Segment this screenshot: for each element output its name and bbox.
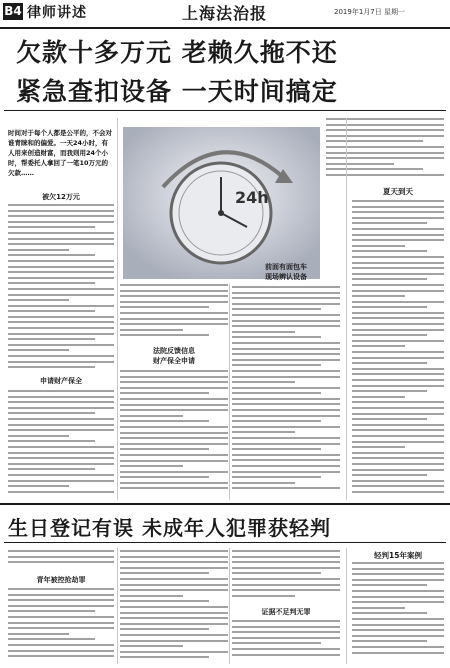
clock-label: 24h xyxy=(235,188,269,207)
text-line xyxy=(120,312,228,314)
text-line xyxy=(232,420,321,422)
text-line xyxy=(352,429,444,431)
column-divider xyxy=(346,118,347,500)
text-line xyxy=(232,642,321,644)
story1-column-3 xyxy=(232,286,340,498)
text-line xyxy=(352,206,444,208)
text-line xyxy=(352,629,444,631)
text-line xyxy=(8,390,114,392)
text-line xyxy=(352,329,444,331)
text-line xyxy=(352,262,444,264)
text-line xyxy=(232,415,340,417)
text-line xyxy=(120,381,228,383)
text-line xyxy=(352,200,444,202)
text-line xyxy=(120,448,209,450)
text-line xyxy=(232,584,340,586)
text-line xyxy=(8,655,114,657)
text-line xyxy=(120,415,183,417)
text-line xyxy=(8,226,95,228)
text-line xyxy=(8,418,114,420)
masthead-rule xyxy=(0,27,450,29)
text-line xyxy=(352,351,444,353)
text-line xyxy=(120,606,228,608)
text-line xyxy=(352,295,405,297)
text-line xyxy=(232,364,321,366)
text-line xyxy=(352,396,405,398)
story2-sidebar-title: 轻判15年案例 xyxy=(374,551,422,560)
text-line xyxy=(326,174,444,176)
text-line xyxy=(120,600,209,602)
text-line xyxy=(120,595,183,597)
text-line xyxy=(232,578,340,580)
text-line xyxy=(8,282,95,284)
section-title: 律师讲述 xyxy=(27,5,87,21)
text-line xyxy=(8,396,114,398)
text-line xyxy=(8,243,114,245)
text-line xyxy=(120,645,183,647)
text-line xyxy=(120,656,209,658)
text-line xyxy=(352,441,444,443)
text-line xyxy=(352,418,427,420)
story1-photo xyxy=(123,127,320,279)
text-line xyxy=(352,618,444,620)
story1-column-2b xyxy=(120,370,228,498)
text-line xyxy=(120,387,228,389)
text-line xyxy=(8,452,114,454)
text-line xyxy=(8,333,114,335)
text-line xyxy=(232,387,340,389)
text-line xyxy=(352,573,444,575)
text-line xyxy=(232,550,340,552)
text-line xyxy=(352,562,444,564)
story1-column-1b xyxy=(8,390,114,498)
text-line xyxy=(232,398,340,400)
text-line xyxy=(352,452,444,454)
text-line xyxy=(326,152,444,154)
text-line xyxy=(120,584,228,586)
text-line xyxy=(326,157,444,159)
text-line xyxy=(352,239,444,241)
text-line xyxy=(232,342,340,344)
text-line xyxy=(120,323,228,325)
text-line xyxy=(326,140,423,142)
text-line xyxy=(8,550,114,552)
text-line xyxy=(8,435,69,437)
text-line xyxy=(232,595,295,597)
story1-column-4-top xyxy=(326,118,444,180)
text-line xyxy=(352,401,444,403)
text-line xyxy=(232,426,340,428)
text-line xyxy=(232,381,295,383)
text-line xyxy=(8,644,114,646)
text-line xyxy=(8,327,114,329)
story2-headline-rule xyxy=(4,542,446,543)
text-line xyxy=(352,211,444,213)
text-line xyxy=(120,460,228,462)
story2-column-3-top xyxy=(232,550,340,604)
text-line xyxy=(232,303,340,305)
text-line xyxy=(8,366,95,368)
text-line xyxy=(352,635,444,637)
text-line xyxy=(352,607,405,609)
text-line xyxy=(8,556,114,558)
text-line xyxy=(8,305,114,307)
text-line xyxy=(8,407,114,409)
text-line xyxy=(8,638,95,640)
text-line xyxy=(120,420,209,422)
text-line xyxy=(8,355,114,357)
text-line xyxy=(8,221,114,223)
text-line xyxy=(352,485,444,487)
text-line xyxy=(8,474,114,476)
story1-subhead-6: 现场辨认设备 xyxy=(265,273,307,281)
text-line xyxy=(232,409,340,411)
text-line xyxy=(352,373,444,375)
text-line xyxy=(120,404,228,406)
text-line xyxy=(232,471,340,473)
text-line xyxy=(8,338,95,340)
text-line xyxy=(352,334,427,336)
text-line xyxy=(8,299,69,301)
text-line xyxy=(232,487,340,489)
text-line xyxy=(352,368,444,370)
text-line xyxy=(8,622,114,624)
text-line xyxy=(326,118,444,120)
text-line xyxy=(232,482,295,484)
text-line xyxy=(120,640,228,642)
text-line xyxy=(120,437,228,439)
text-line xyxy=(352,273,444,275)
story2-column-3 xyxy=(232,620,340,662)
text-line xyxy=(352,379,444,381)
text-line xyxy=(8,316,114,318)
text-line xyxy=(352,652,444,654)
text-line xyxy=(120,370,228,372)
story1-headline-rule xyxy=(4,110,446,111)
text-line xyxy=(120,334,209,336)
text-line xyxy=(352,469,444,471)
text-line xyxy=(232,392,321,394)
text-line xyxy=(8,610,95,612)
text-line xyxy=(232,353,340,355)
story1-headline-line2: 紧急查扣设备 一天时间搞定 xyxy=(16,77,338,106)
text-line xyxy=(8,463,114,465)
page-number: B4 xyxy=(4,4,22,18)
column-divider xyxy=(117,118,118,500)
text-line xyxy=(232,454,340,456)
text-line xyxy=(352,640,427,642)
text-line xyxy=(120,628,209,630)
text-line xyxy=(232,292,340,294)
text-line xyxy=(232,325,340,327)
text-line xyxy=(120,482,228,484)
text-line xyxy=(352,413,444,415)
text-line xyxy=(352,362,427,364)
text-line xyxy=(8,321,114,323)
text-line xyxy=(352,568,444,570)
text-line xyxy=(120,465,183,467)
text-line xyxy=(8,238,114,240)
text-line xyxy=(352,590,444,592)
text-line xyxy=(120,426,228,428)
story1-lede: 时间对于每个人都是公平的，不会对谁青睐和的偏爱。一天24小时，有人用来创造财富，而我则用24个小时，帮委托人拿回了一笔10万元的欠款…… xyxy=(8,129,112,177)
text-line xyxy=(326,146,444,148)
text-line xyxy=(8,271,114,273)
text-line xyxy=(232,465,340,467)
text-line xyxy=(352,278,427,280)
text-line xyxy=(326,135,444,137)
text-line xyxy=(352,579,444,581)
text-line xyxy=(8,633,69,635)
text-line xyxy=(352,596,444,598)
column-divider xyxy=(346,548,347,664)
text-line xyxy=(120,487,228,489)
text-line xyxy=(352,290,444,292)
text-line xyxy=(232,589,340,591)
text-line xyxy=(8,401,114,403)
text-line xyxy=(8,650,114,652)
text-line xyxy=(120,301,228,303)
text-line xyxy=(352,624,444,626)
text-line xyxy=(120,409,228,411)
text-line xyxy=(232,572,321,574)
text-line xyxy=(352,491,444,493)
text-line xyxy=(120,432,228,434)
text-line xyxy=(120,471,228,473)
story1-column-2 xyxy=(120,284,228,342)
story2-column-4 xyxy=(352,562,444,662)
text-line xyxy=(326,168,423,170)
text-line xyxy=(352,306,427,308)
text-line xyxy=(8,588,114,590)
text-line xyxy=(352,250,427,252)
text-line xyxy=(120,329,183,331)
text-line xyxy=(120,617,228,619)
text-line xyxy=(8,204,114,206)
text-line xyxy=(232,286,340,288)
text-line xyxy=(8,249,69,251)
text-line xyxy=(120,550,228,552)
text-line xyxy=(120,376,228,378)
story2-column-1-top xyxy=(8,550,114,572)
text-line xyxy=(232,403,340,405)
text-line xyxy=(8,599,114,601)
story1-subhead-5: 前面有面包车 xyxy=(265,263,307,271)
text-line xyxy=(232,320,340,322)
text-line xyxy=(120,443,228,445)
column-divider xyxy=(229,284,230,500)
masthead xyxy=(0,0,450,26)
text-line xyxy=(352,228,444,230)
text-line xyxy=(8,344,114,346)
text-line xyxy=(120,284,228,286)
text-line xyxy=(232,331,295,333)
story2-subhead-1: 青年被控抢劫罪 xyxy=(36,576,86,584)
text-line xyxy=(326,129,444,131)
text-line xyxy=(232,376,340,378)
text-line xyxy=(8,215,114,217)
text-line xyxy=(8,294,114,296)
text-line xyxy=(232,561,340,563)
text-line xyxy=(8,561,114,563)
text-line xyxy=(8,277,114,279)
text-line xyxy=(8,627,114,629)
text-line xyxy=(352,424,444,426)
text-line xyxy=(232,314,340,316)
text-line xyxy=(352,323,444,325)
column-divider xyxy=(229,548,230,664)
text-line xyxy=(352,284,444,286)
text-line xyxy=(352,301,444,303)
text-line xyxy=(120,392,209,394)
text-line xyxy=(352,256,444,258)
text-line xyxy=(8,232,114,234)
text-line xyxy=(352,612,427,614)
text-line xyxy=(8,254,95,256)
text-line xyxy=(8,457,114,459)
story1-sidebar-title: 夏天到天 xyxy=(383,187,413,196)
text-line xyxy=(352,245,405,247)
text-line xyxy=(352,385,444,387)
text-line xyxy=(232,443,340,445)
paper-name: 上海法治报 xyxy=(182,4,268,23)
text-line xyxy=(232,437,340,439)
text-line xyxy=(8,491,114,493)
text-line xyxy=(352,446,405,448)
text-line xyxy=(352,646,444,648)
text-line xyxy=(352,267,444,269)
text-line xyxy=(8,616,114,618)
text-line xyxy=(232,620,340,622)
text-line xyxy=(8,260,114,262)
text-line xyxy=(120,572,209,574)
text-line xyxy=(120,612,228,614)
text-line xyxy=(8,594,114,596)
text-line xyxy=(352,480,444,482)
story1-subhead-3: 法院反馈信息 xyxy=(153,347,195,355)
text-line xyxy=(120,556,228,558)
text-line xyxy=(232,370,340,372)
text-line xyxy=(352,345,405,347)
story1-column-4 xyxy=(352,200,444,498)
text-line xyxy=(352,312,444,314)
text-line xyxy=(232,348,340,350)
text-line xyxy=(120,589,228,591)
story1-subhead-1: 被欠12万元 xyxy=(42,193,80,201)
text-line xyxy=(352,435,444,437)
text-line xyxy=(120,567,228,569)
text-line xyxy=(352,234,444,236)
text-line xyxy=(232,626,340,628)
text-line xyxy=(8,412,95,414)
text-line xyxy=(232,648,340,650)
text-line xyxy=(120,454,228,456)
text-line xyxy=(232,297,340,299)
text-line xyxy=(120,651,228,653)
text-line xyxy=(120,295,228,297)
text-line xyxy=(232,567,340,569)
text-line xyxy=(352,474,427,476)
text-line xyxy=(232,431,295,433)
story2-subhead-2: 证据不足判无罪 xyxy=(261,608,311,616)
text-line xyxy=(352,357,444,359)
text-line xyxy=(232,637,340,639)
text-line xyxy=(232,654,340,656)
text-line xyxy=(232,308,321,310)
text-line xyxy=(120,561,228,563)
story-separator xyxy=(0,503,450,505)
text-line xyxy=(8,310,95,312)
text-line xyxy=(232,336,321,338)
clock-illustration xyxy=(123,127,320,279)
story2-headline: 生日登记有误 未成年人犯罪获轻判 xyxy=(8,516,331,540)
text-line xyxy=(232,556,340,558)
text-line xyxy=(352,217,444,219)
text-line xyxy=(8,440,95,442)
text-line xyxy=(8,480,114,482)
story1-headline-line1: 欠款十多万元 老赖久拖不还 xyxy=(16,38,338,67)
text-line xyxy=(120,318,228,320)
text-line xyxy=(120,623,228,625)
text-line xyxy=(326,124,444,126)
text-line xyxy=(120,634,228,636)
text-line xyxy=(120,578,228,580)
text-line xyxy=(352,340,444,342)
story1-subhead-4: 财产保全申请 xyxy=(153,357,195,365)
text-line xyxy=(352,317,444,319)
text-line xyxy=(8,266,114,268)
text-line xyxy=(352,601,444,603)
text-line xyxy=(352,390,427,392)
story1-column-1 xyxy=(8,204,114,372)
text-line xyxy=(352,407,444,409)
story2-column-2 xyxy=(120,550,228,662)
text-line xyxy=(232,448,321,450)
text-line xyxy=(232,476,321,478)
text-line xyxy=(8,210,114,212)
text-line xyxy=(232,359,340,361)
column-divider xyxy=(117,548,118,664)
text-line xyxy=(120,476,209,478)
text-line xyxy=(8,468,95,470)
text-line xyxy=(120,398,228,400)
text-line xyxy=(8,424,114,426)
publication-date: 2019年1月7日 星期一 xyxy=(334,8,405,16)
text-line xyxy=(8,288,114,290)
text-line xyxy=(232,631,340,633)
text-line xyxy=(8,485,69,487)
text-line xyxy=(326,163,394,165)
text-line xyxy=(8,429,114,431)
text-line xyxy=(352,463,444,465)
text-line xyxy=(120,290,228,292)
text-line xyxy=(8,446,114,448)
story2-column-1 xyxy=(8,588,114,662)
text-line xyxy=(8,605,114,607)
text-line xyxy=(352,584,427,586)
text-line xyxy=(232,459,340,461)
text-line xyxy=(8,361,114,363)
story1-subhead-2: 申请财产保全 xyxy=(40,377,82,385)
text-line xyxy=(352,457,444,459)
text-line xyxy=(120,306,209,308)
text-line xyxy=(352,222,427,224)
text-line xyxy=(8,349,69,351)
